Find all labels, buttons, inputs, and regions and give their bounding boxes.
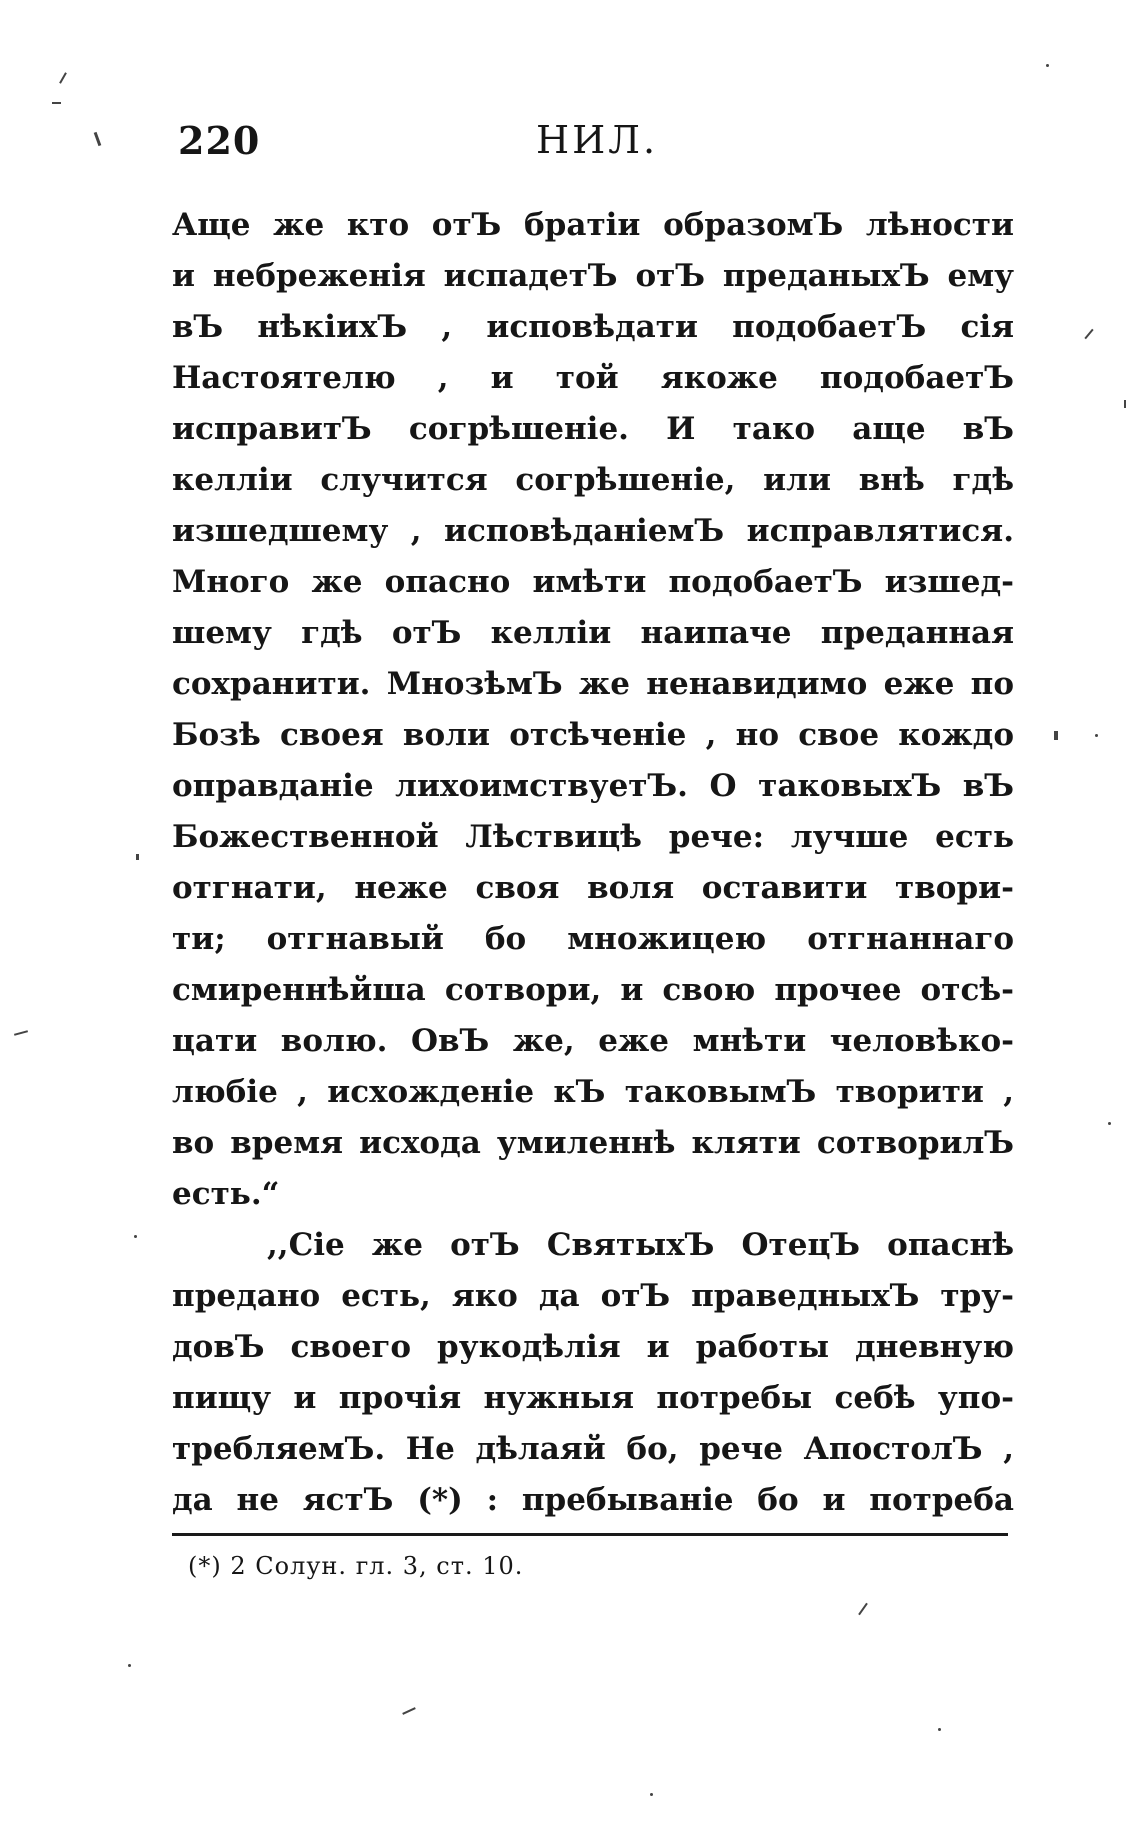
body-text — [172, 200, 1014, 1526]
scan-speck — [59, 72, 67, 83]
scan-speck — [1124, 400, 1126, 408]
text-line: Много же опасно имѣти подобаетЪ изшед- — [172, 564, 1014, 600]
scan-speck — [136, 854, 139, 860]
page-header — [178, 118, 1020, 178]
scan-speck — [1054, 731, 1058, 740]
page-number: 220 — [178, 118, 261, 163]
text-line: вЪ нѣкіихЪ , исповѣдати подобаетЪ сія — [172, 309, 1014, 345]
scan-speck — [1095, 734, 1098, 737]
text-line: Аще же кто отЪ братіи образомЪ лѣности — [172, 207, 1014, 243]
text-line: келліи случится согрѣшеніе, или внѣ гдѣ — [172, 462, 1014, 498]
scan-speck — [52, 102, 61, 104]
paragraph-start-line: ,,Сіе же отЪ СвятыхЪ ОтецЪ опаснѣ — [267, 1227, 1014, 1263]
scan-speck — [134, 1235, 137, 1238]
scan-speck — [938, 1728, 941, 1731]
text-line: отгнати, неже своя воля оставити твори- — [172, 870, 1014, 906]
footnote-rule — [172, 1533, 1008, 1536]
text-line: во время исхода умиленнѣ кляти сотворилЪ — [172, 1125, 1014, 1161]
text-line: предано есть, яко да отЪ праведныхЪ тру- — [172, 1278, 1014, 1314]
footnote: (*) 2 Солун. гл. 3, ст. 10. — [188, 1552, 524, 1580]
scan-speck — [1108, 1122, 1111, 1125]
scan-speck — [402, 1707, 416, 1715]
scan-speck — [128, 1664, 131, 1667]
text-line: пищу и прочія нужныя потребы себѣ упо- — [172, 1380, 1014, 1416]
text-line: смиреннѣйша сотвори, и свою прочее отсѣ- — [172, 972, 1014, 1008]
scan-speck — [1046, 64, 1049, 67]
running-title: НИЛ. — [536, 118, 659, 162]
text-line: Божественной Лѣствицѣ рече: лучше есть — [172, 819, 1014, 855]
text-line: сохранити. МнозѣмЪ же ненавидимо еже по — [172, 666, 1014, 702]
scan-speck — [858, 1603, 868, 1616]
scan-speck — [650, 1793, 653, 1796]
text-line: изшедшему , исповѣданіемЪ исправлятися. — [172, 513, 1014, 549]
text-line: требляемЪ. Не дѣлаяй бо, рече АпостолЪ , — [172, 1431, 1014, 1467]
text-line: Бозѣ своея воли отсѣченіе , но свое кождо — [172, 717, 1014, 753]
text-line: исправитЪ согрѣшеніе. И тако аще вЪ — [172, 411, 1014, 447]
text-line: довЪ своего рукодѣлія и работы дневную — [172, 1329, 1014, 1365]
text-line: шему гдѣ отЪ келліи наипаче преданная — [172, 615, 1014, 651]
text-line: да не ястЪ (*) : пребываніе бо и потреба — [172, 1482, 1014, 1518]
text-line: цати волю. ОвЪ же, еже мнѣти человѣко- — [172, 1023, 1014, 1059]
text-line: и небреженія испадетЪ отЪ преданыхЪ ему — [172, 258, 1014, 294]
text-line: любіе , исхожденіе кЪ таковымЪ творити , — [172, 1074, 1014, 1110]
scan-speck — [94, 132, 102, 146]
scan-speck — [14, 1030, 28, 1036]
paragraph-end-line: есть.“ — [172, 1176, 280, 1212]
scan-speck — [1084, 329, 1093, 339]
text-line: Настоятелю , и той якоже подобаетЪ — [172, 360, 1014, 396]
text-line: оправданіе лихоимствуетЪ. О таковыхЪ вЪ — [172, 768, 1014, 804]
text-line: ти; отгнавый бо множицею отгнаннаго — [172, 921, 1014, 957]
